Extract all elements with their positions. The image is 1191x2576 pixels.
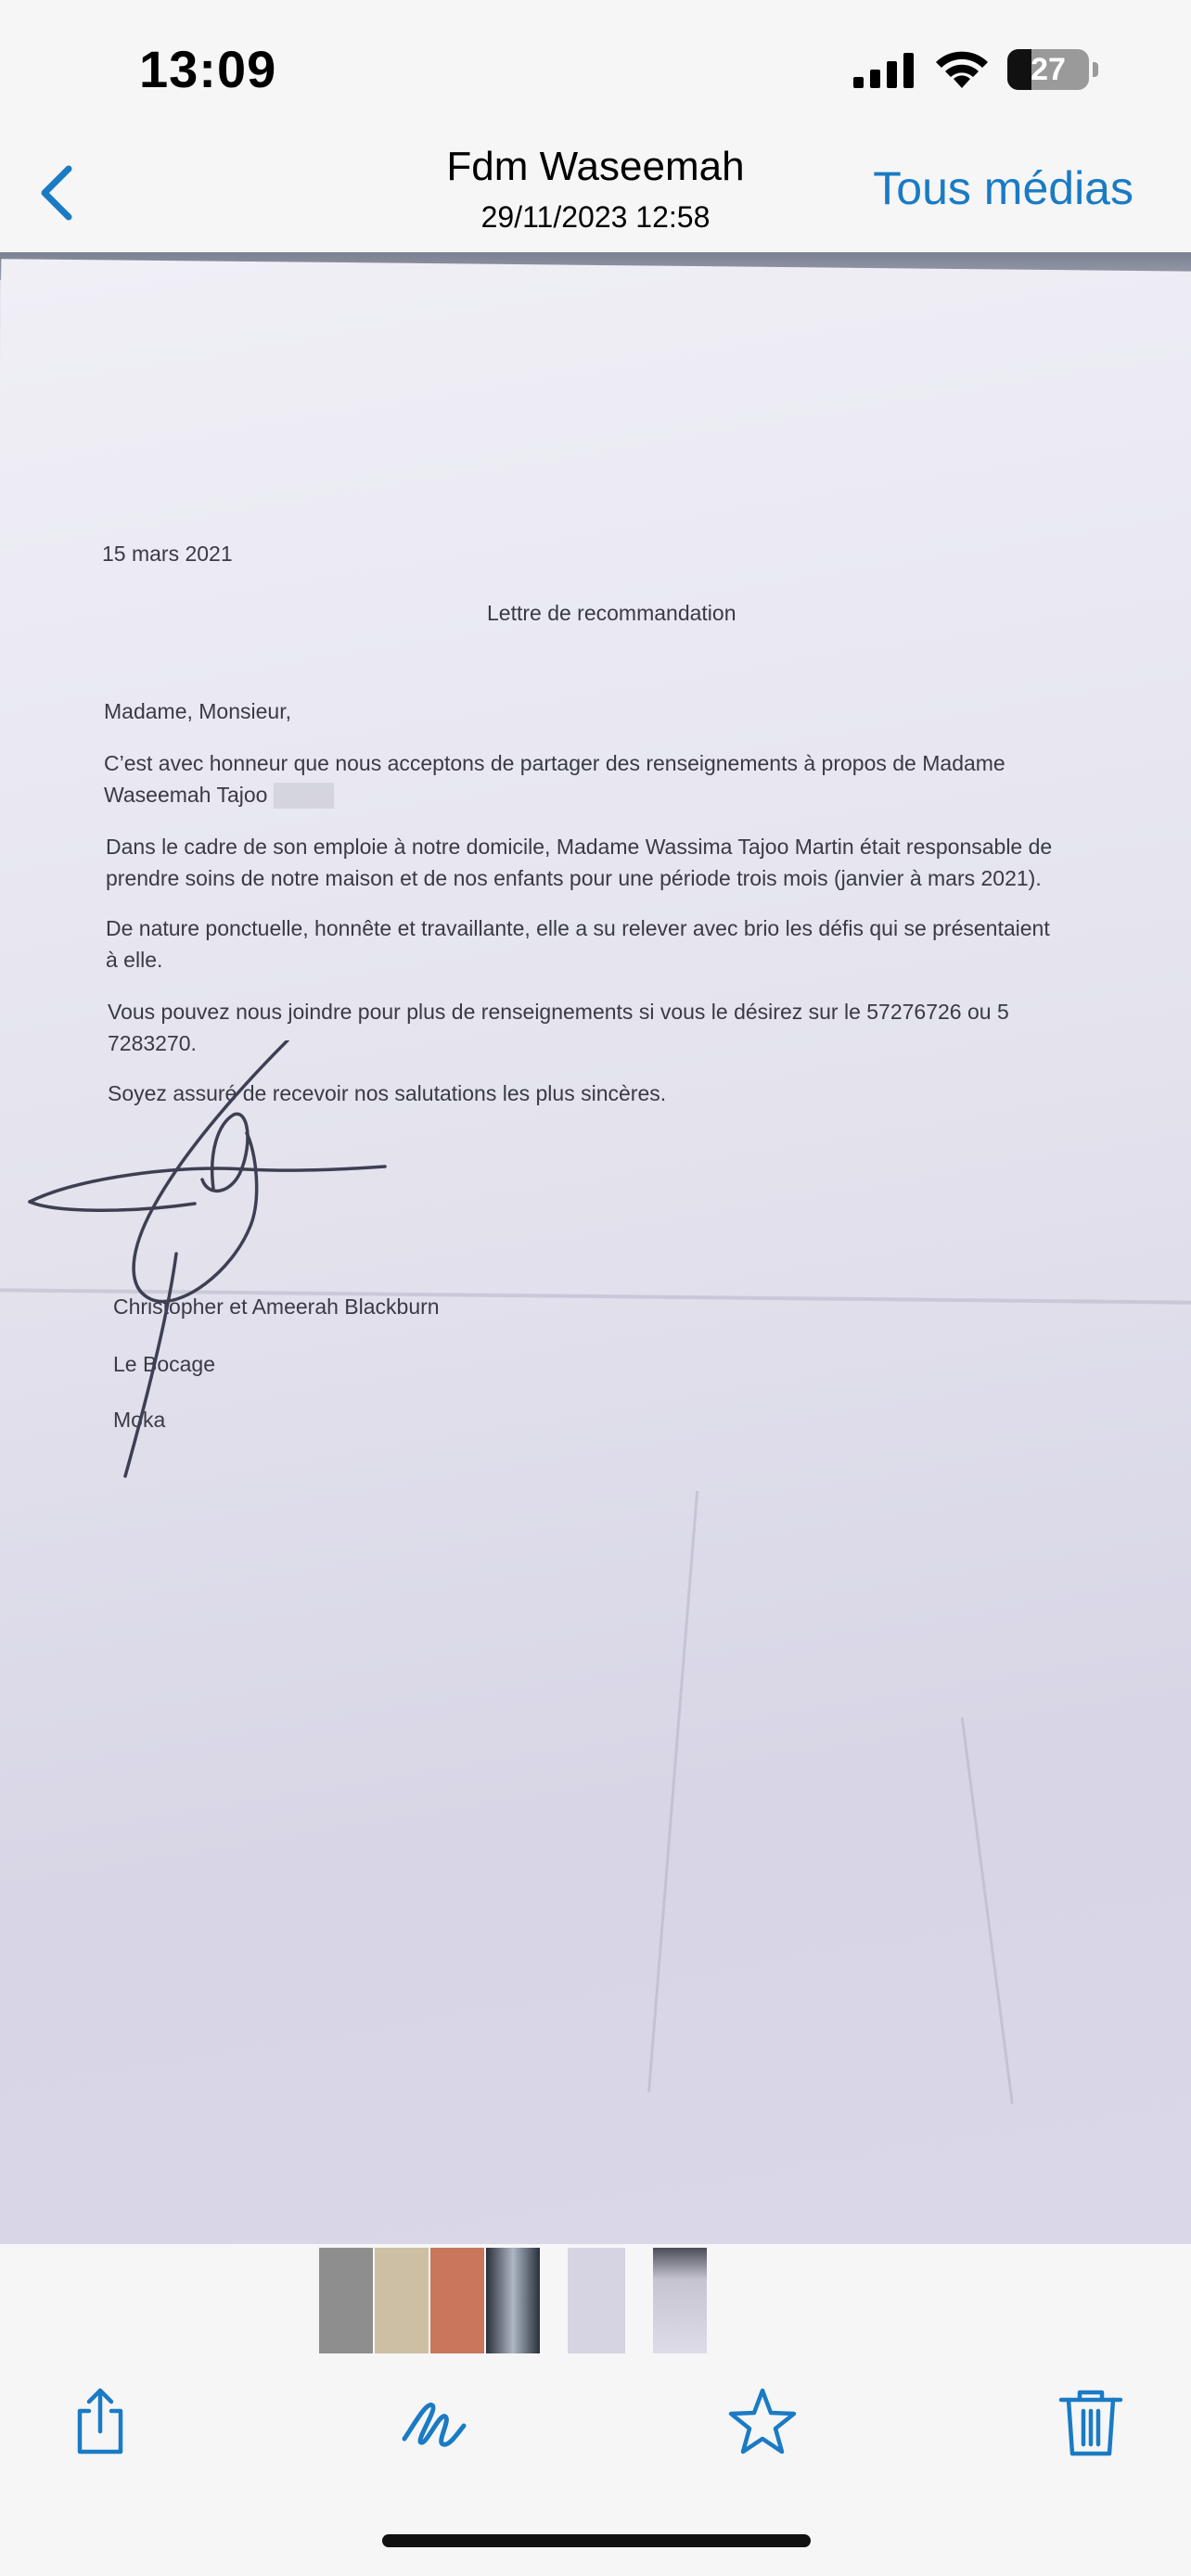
thumbnail[interactable] bbox=[486, 2248, 540, 2353]
letter-heading: Lettre de recommandation bbox=[487, 601, 736, 625]
battery-icon bbox=[1007, 49, 1089, 90]
letter-paragraph-line: C’est avec honneur que nous acceptons de partager des renseignements à propos de Madame bbox=[104, 751, 1005, 775]
thumbnail[interactable] bbox=[375, 2248, 429, 2353]
letter-paragraph-line: 7283270. bbox=[108, 1031, 197, 1055]
letter-paragraph-line: à elle. bbox=[106, 948, 163, 972]
share-icon[interactable] bbox=[63, 2385, 137, 2459]
letter-paragraph-line: Dans le cadre de son emploie à notre domicile, Madame Wassima Tajoo Martin était responsable de bbox=[106, 835, 1053, 859]
handwritten-signature bbox=[19, 1040, 390, 1541]
letter-salutation: Madame, Monsieur, bbox=[104, 699, 291, 723]
letter-paragraph-line: De nature ponctuelle, honnête et travaillante, elle a su relever avec brio les défis qui se présentaient bbox=[106, 916, 1050, 940]
bottom-toolbar bbox=[0, 2359, 1191, 2481]
wifi-icon bbox=[933, 49, 991, 90]
cellular-signal-icon bbox=[853, 51, 916, 88]
letter-content bbox=[0, 252, 1191, 2244]
favorite-star-icon[interactable] bbox=[725, 2385, 800, 2459]
markup-icon[interactable] bbox=[397, 2385, 471, 2459]
nav-subtitle: 29/11/2023 12:58 bbox=[480, 200, 711, 234]
letter-signatory: Christopher et Ameerah Blackburn bbox=[113, 1294, 440, 1319]
status-bar bbox=[0, 0, 1191, 139]
battery-level: 27 bbox=[1031, 51, 1066, 87]
redacted-surname: ████ bbox=[273, 783, 335, 807]
thumbnail-current[interactable] bbox=[568, 2248, 625, 2353]
thumbnail[interactable] bbox=[319, 2248, 373, 2353]
letter-address-line: Le Bocage bbox=[113, 1352, 215, 1376]
letter-date: 15 mars 2021 bbox=[102, 542, 233, 566]
trash-icon[interactable] bbox=[1054, 2385, 1128, 2459]
letter-address-line: Moka bbox=[113, 1408, 166, 1432]
photo-viewer[interactable] bbox=[0, 252, 1191, 2244]
nav-bar bbox=[0, 130, 1191, 252]
chevron-left-icon[interactable] bbox=[28, 156, 83, 230]
status-time: 13:09 bbox=[139, 40, 277, 98]
home-indicator bbox=[382, 2534, 811, 2547]
letter-closing: Soyez assuré de recevoir nos salutations les plus sincères. bbox=[108, 1081, 667, 1105]
battery-nub bbox=[1093, 62, 1098, 77]
status-icons bbox=[853, 46, 1098, 93]
thumbnail[interactable] bbox=[430, 2248, 484, 2353]
thumbnail[interactable] bbox=[653, 2248, 707, 2353]
thumbnail-strip bbox=[0, 2248, 1191, 2359]
all-media-button[interactable]: Tous médias bbox=[873, 162, 1133, 214]
nav-title: Fdm Waseemah bbox=[446, 144, 745, 189]
letter-paragraph-line: prendre soins de notre maison et de nos enfants pour une période trois mois (janvier à mars 2021). bbox=[106, 866, 1042, 890]
nav-title-block bbox=[317, 141, 874, 237]
letter-name: Waseemah Tajoo bbox=[104, 783, 268, 807]
letter-paragraph-line: Vous pouvez nous joindre pour plus de renseignements si vous le désirez sur le 57276726 ou 5 bbox=[108, 1000, 1009, 1024]
letter-paragraph-line bbox=[104, 779, 334, 810]
